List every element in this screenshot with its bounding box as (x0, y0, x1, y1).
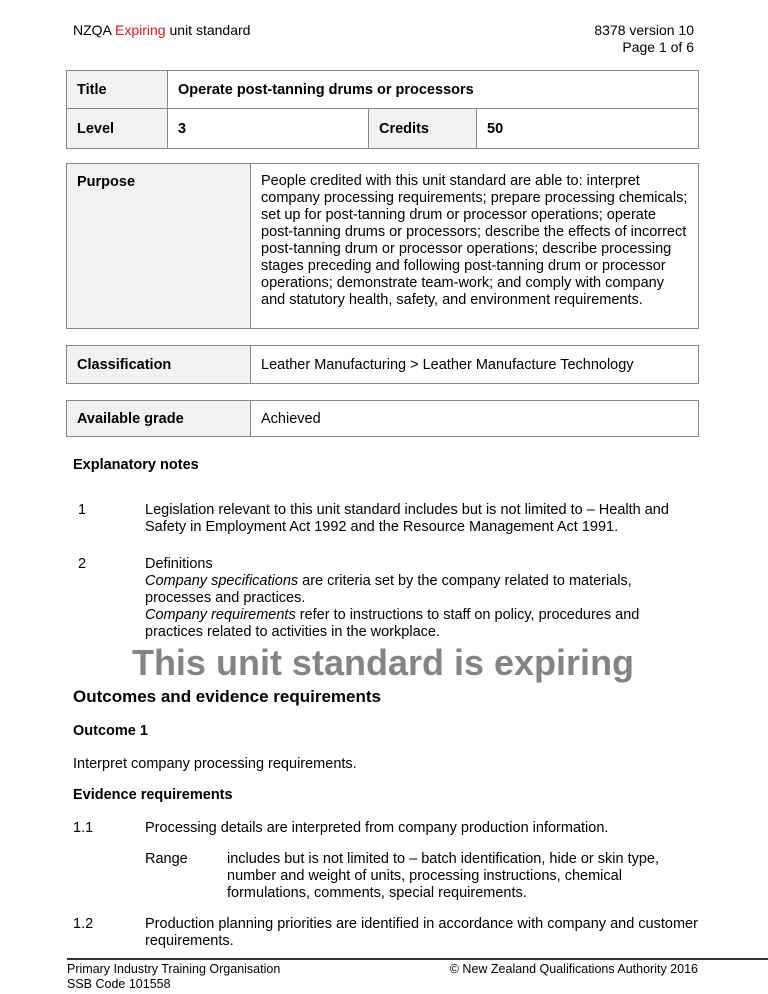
note-2-definitions (145, 556, 698, 641)
header-title (73, 22, 250, 38)
watermark-line-1: This unit standard is (131, 642, 484, 683)
definition-2: refer to instructions to staff on policy, procedures and practices related to activities in the workplace. (145, 607, 640, 640)
footer-copyright: © New Zealand Qualifications Authority 2016 (449, 962, 698, 976)
header-prefix: NZQA (73, 22, 112, 38)
purpose-label: Purpose (67, 164, 251, 329)
summary-table (66, 70, 699, 149)
grade-table (66, 400, 699, 437)
grade-label: Available grade (67, 401, 251, 437)
classification-table (66, 345, 699, 384)
note-2-number: 2 (78, 556, 87, 572)
body-content (73, 457, 698, 950)
watermark-line-2: expiring (494, 642, 635, 683)
expiring-watermark (33, 643, 733, 683)
header-suffix: unit standard (169, 22, 251, 38)
note-2 (73, 556, 698, 641)
level-label: Level (67, 109, 168, 149)
classification-label: Classification (67, 346, 251, 384)
term-company-requirements: Company requirements (145, 607, 296, 623)
credits-label: Credits (369, 109, 477, 149)
notes-heading: Explanatory notes (73, 457, 199, 473)
purpose-table (66, 163, 699, 329)
outcomes-heading: Outcomes and evidence requirements (73, 687, 381, 706)
definition-1: are criteria set by the company related to materials, processes and practices. (145, 573, 632, 606)
evidence-1-2-number: 1.2 (73, 916, 94, 932)
grade-value: Achieved (251, 401, 699, 437)
expiring-status: Expiring (115, 22, 166, 38)
evidence-1-2-text: Production planning priorities are identified in accordance with company and customer requirements. (145, 916, 698, 949)
footer-divider (67, 958, 768, 960)
range-text: includes but is not limited to – batch identification, hide or skin type, number and weight of units, processing instructions, chemical formulations, comments, special requirements. (227, 851, 660, 901)
evidence-1-1-number: 1.1 (73, 820, 94, 836)
footer-ssb-code: SSB Code 101558 (67, 977, 171, 991)
outcome-text: Interpret company processing requirements. (73, 756, 357, 772)
purpose-text: People credited with this unit standard are able to: interpret company processing requirements; prepare processing chemicals; set up for post-tanning drum or processor operations; operate post-tanning drums or processors; describe the effects of incorrect post-tanning drum or processor operations; describe processing stages preceding and following post-tanning drum or processor operations; demonstrate team-work; and comply with company and statutory health, safety, and environment requirements. (251, 164, 699, 329)
evidence-heading: Evidence requirements (73, 787, 233, 803)
evidence-1-1 (73, 820, 698, 837)
footer-org: Primary Industry Training Organisation (67, 962, 281, 976)
title-label: Title (67, 71, 168, 109)
range-label: Range (145, 851, 188, 867)
term-company-specifications: Company specifications (145, 573, 299, 589)
evidence-1-1-range (73, 851, 698, 902)
note-1-number: 1 (78, 502, 87, 518)
evidence-1-1-text: Processing details are interpreted from company production information. (145, 820, 609, 836)
unit-title: Operate post-tanning drums or processors (168, 71, 699, 109)
definitions-title: Definitions (145, 556, 213, 572)
note-1 (73, 502, 698, 536)
note-1-text: Legislation relevant to this unit standard includes but is not limited to – Health and Safety in Employment Act 1992 and the Resource Management Act 1991. (145, 502, 669, 535)
evidence-1-2 (73, 916, 698, 950)
level-value: 3 (168, 109, 369, 149)
classification-value: Leather Manufacturing > Leather Manufacture Technology (251, 346, 699, 384)
version: 8378 version 10 (594, 22, 694, 38)
page-number: Page 1 of 6 (622, 39, 694, 55)
footer-left (67, 962, 280, 992)
credits-value: 50 (477, 109, 699, 149)
header-meta (594, 22, 694, 56)
outcome-label: Outcome 1 (73, 723, 148, 739)
